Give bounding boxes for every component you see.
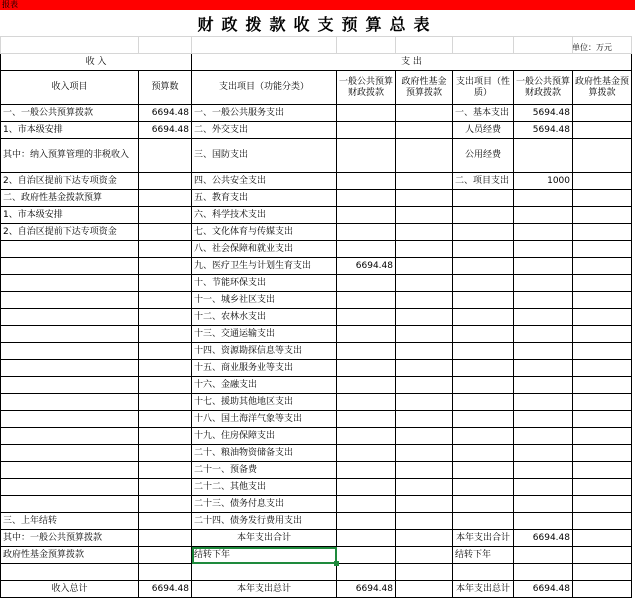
income-item-cell[interactable] <box>1 428 139 445</box>
gov-fund-cell[interactable] <box>396 224 453 241</box>
general-budget-nature-cell[interactable] <box>514 190 573 207</box>
gov-fund-cell[interactable] <box>396 394 453 411</box>
general-budget-cell[interactable] <box>337 411 396 428</box>
general-budget-nature-cell[interactable]: 6694.48 <box>514 530 573 547</box>
budget-amount-cell[interactable] <box>139 207 192 224</box>
table-row <box>1 581 632 598</box>
table-row <box>1 513 632 530</box>
gov-fund-cell[interactable] <box>396 581 453 598</box>
gov-fund-cell[interactable] <box>396 105 453 122</box>
budget-amount-cell[interactable] <box>139 139 192 173</box>
expense-function-cell[interactable]: 十五、商业服务业等支出 <box>192 360 337 377</box>
income-item-cell[interactable] <box>1 241 139 258</box>
income-item-cell[interactable]: 1、市本级安排 <box>1 122 139 139</box>
gov-fund-nature-cell[interactable] <box>573 513 632 530</box>
expense-section-header[interactable]: 支 出 <box>192 54 632 71</box>
general-budget-nature-cell[interactable] <box>514 445 573 462</box>
gov-fund-nature-cell[interactable] <box>573 377 632 394</box>
expense-nature-cell[interactable] <box>453 360 514 377</box>
table-row <box>1 224 632 241</box>
table-row <box>1 411 632 428</box>
income-item-cell[interactable] <box>1 377 139 394</box>
expense-nature-cell[interactable] <box>453 428 514 445</box>
income-item-cell[interactable]: 其中：一般公共预算拨款 <box>1 530 139 547</box>
general-budget-cell[interactable] <box>337 513 396 530</box>
general-budget-cell[interactable]: 6694.48 <box>337 581 396 598</box>
income-item-cell[interactable] <box>1 258 139 275</box>
income-item-cell[interactable] <box>1 326 139 343</box>
expense-function-cell[interactable]: 六、科学技术支出 <box>192 207 337 224</box>
general-budget-cell[interactable] <box>337 292 396 309</box>
expense-nature-cell[interactable]: 二、项目支出 <box>453 173 514 190</box>
gov-fund-cell[interactable] <box>396 292 453 309</box>
expense-nature-cell[interactable] <box>453 411 514 428</box>
expense-function-cell[interactable] <box>192 564 337 581</box>
expense-nature-cell[interactable] <box>453 292 514 309</box>
col-gov-fund-2[interactable]: 政府性基金预算拨款 <box>573 71 632 105</box>
expense-function-cell[interactable]: 结转下年 <box>192 547 337 564</box>
gov-fund-nature-cell[interactable] <box>573 326 632 343</box>
income-item-cell[interactable]: 其中：纳入预算管理的非税收入 <box>1 139 139 173</box>
budget-sheet <box>0 36 632 598</box>
income-item-cell[interactable] <box>1 360 139 377</box>
gov-fund-nature-cell[interactable] <box>573 139 632 173</box>
general-budget-cell[interactable] <box>337 275 396 292</box>
expense-function-cell[interactable]: 二十四、债务发行费用支出 <box>192 513 337 530</box>
table-row <box>1 105 632 122</box>
budget-amount-cell[interactable] <box>139 530 192 547</box>
selection-fill-handle[interactable] <box>334 561 339 566</box>
expense-nature-cell[interactable] <box>453 513 514 530</box>
expense-function-cell[interactable]: 九、医疗卫生与计划生育支出 <box>192 258 337 275</box>
general-budget-nature-cell[interactable] <box>514 275 573 292</box>
general-budget-cell[interactable] <box>337 241 396 258</box>
budget-amount-cell[interactable] <box>139 377 192 394</box>
table-row <box>1 173 632 190</box>
gov-fund-nature-cell[interactable] <box>573 445 632 462</box>
expense-nature-cell[interactable]: 人员经费 <box>453 122 514 139</box>
expense-function-cell[interactable]: 三、国防支出 <box>192 139 337 173</box>
expense-nature-cell[interactable]: 本年支出合计 <box>453 530 514 547</box>
table-row <box>1 564 632 581</box>
budget-amount-cell[interactable] <box>139 428 192 445</box>
gov-fund-cell[interactable] <box>396 564 453 581</box>
income-item-cell[interactable] <box>1 479 139 496</box>
general-budget-nature-cell[interactable] <box>514 292 573 309</box>
expense-function-cell[interactable]: 二十三、债务付息支出 <box>192 496 337 513</box>
general-budget-cell[interactable] <box>337 224 396 241</box>
expense-nature-cell[interactable] <box>453 326 514 343</box>
income-item-cell[interactable]: 一、一般公共预算拨款 <box>1 105 139 122</box>
income-item-cell[interactable]: 2、自治区提前下达专项资金 <box>1 224 139 241</box>
expense-nature-cell[interactable] <box>453 479 514 496</box>
general-budget-nature-cell[interactable] <box>514 394 573 411</box>
income-item-cell[interactable] <box>1 564 139 581</box>
general-budget-cell[interactable] <box>337 445 396 462</box>
gov-fund-nature-cell[interactable] <box>573 360 632 377</box>
general-budget-cell[interactable] <box>337 377 396 394</box>
gov-fund-nature-cell[interactable] <box>573 462 632 479</box>
gov-fund-nature-cell[interactable] <box>573 122 632 139</box>
gov-fund-cell[interactable] <box>396 547 453 564</box>
general-budget-nature-cell[interactable] <box>514 326 573 343</box>
expense-function-cell[interactable]: 十三、交通运输支出 <box>192 326 337 343</box>
table-row <box>1 292 632 309</box>
general-budget-cell[interactable] <box>337 122 396 139</box>
general-budget-cell[interactable] <box>337 479 396 496</box>
gov-fund-nature-cell[interactable] <box>573 224 632 241</box>
budget-amount-cell[interactable] <box>139 224 192 241</box>
expense-function-cell[interactable]: 二十一、预备费 <box>192 462 337 479</box>
gov-fund-nature-cell[interactable] <box>573 581 632 598</box>
general-budget-cell[interactable] <box>337 105 396 122</box>
expense-function-cell[interactable]: 五、教育支出 <box>192 190 337 207</box>
income-item-cell[interactable] <box>1 343 139 360</box>
expense-nature-cell[interactable] <box>453 564 514 581</box>
general-budget-cell[interactable] <box>337 530 396 547</box>
table-row <box>1 428 632 445</box>
budget-amount-cell[interactable] <box>139 564 192 581</box>
budget-amount-cell[interactable] <box>139 513 192 530</box>
table-row <box>1 258 632 275</box>
budget-amount-cell[interactable] <box>139 173 192 190</box>
gov-fund-nature-cell[interactable] <box>573 258 632 275</box>
income-item-cell[interactable]: 收入总计 <box>1 581 139 598</box>
gov-fund-cell[interactable] <box>396 462 453 479</box>
expense-nature-cell[interactable] <box>453 275 514 292</box>
gov-fund-cell[interactable] <box>396 326 453 343</box>
budget-amount-cell[interactable] <box>139 360 192 377</box>
general-budget-nature-cell[interactable]: 5694.48 <box>514 105 573 122</box>
gov-fund-cell[interactable] <box>396 530 453 547</box>
gov-fund-cell[interactable] <box>396 309 453 326</box>
expense-function-cell[interactable]: 十七、援助其他地区支出 <box>192 394 337 411</box>
col-general-budget-1[interactable]: 一般公共预算财政拨款 <box>337 71 396 105</box>
col-income-item[interactable]: 收入项目 <box>1 71 139 105</box>
general-budget-nature-cell[interactable] <box>514 496 573 513</box>
general-budget-cell[interactable] <box>337 462 396 479</box>
table-row <box>1 190 632 207</box>
col-gov-fund-1[interactable]: 政府性基金预算拨款 <box>396 71 453 105</box>
budget-amount-cell[interactable] <box>139 394 192 411</box>
general-budget-nature-cell[interactable]: 5694.48 <box>514 122 573 139</box>
table-row <box>1 207 632 224</box>
general-budget-nature-cell[interactable] <box>514 428 573 445</box>
table-row <box>1 479 632 496</box>
table-row <box>1 394 632 411</box>
expense-nature-cell[interactable] <box>453 241 514 258</box>
gov-fund-nature-cell[interactable] <box>573 428 632 445</box>
income-item-cell[interactable]: 二、政府性基金拨款预算 <box>1 190 139 207</box>
table-row <box>1 445 632 462</box>
budget-amount-cell[interactable] <box>139 258 192 275</box>
expense-function-cell[interactable]: 七、文化体育与传媒支出 <box>192 224 337 241</box>
budget-amount-cell[interactable] <box>139 292 192 309</box>
sheet-tab[interactable]: 报表 <box>2 0 18 9</box>
expense-nature-cell[interactable] <box>453 224 514 241</box>
gov-fund-cell[interactable] <box>396 190 453 207</box>
general-budget-cell[interactable]: 6694.48 <box>337 258 396 275</box>
table-row <box>1 547 632 564</box>
gov-fund-nature-cell[interactable] <box>573 275 632 292</box>
general-budget-cell[interactable] <box>337 496 396 513</box>
income-section-header[interactable]: 收 入 <box>1 54 192 71</box>
budget-amount-cell[interactable] <box>139 343 192 360</box>
gov-fund-nature-cell[interactable] <box>573 173 632 190</box>
income-item-cell[interactable] <box>1 292 139 309</box>
table-row <box>1 360 632 377</box>
expense-function-cell[interactable]: 十八、国土海洋气象等支出 <box>192 411 337 428</box>
income-item-cell[interactable] <box>1 411 139 428</box>
general-budget-nature-cell[interactable] <box>514 377 573 394</box>
income-item-cell[interactable]: 1、市本级安排 <box>1 207 139 224</box>
expense-nature-cell[interactable] <box>453 190 514 207</box>
table-row <box>1 530 632 547</box>
budget-amount-cell[interactable] <box>139 241 192 258</box>
expense-nature-cell[interactable]: 一、基本支出 <box>453 105 514 122</box>
spacer-row <box>1 37 632 54</box>
col-expense-nature[interactable]: 支出项目（性质） <box>453 71 514 105</box>
gov-fund-nature-cell[interactable] <box>573 564 632 581</box>
general-budget-nature-cell[interactable] <box>514 411 573 428</box>
budget-amount-cell[interactable] <box>139 411 192 428</box>
budget-amount-cell[interactable] <box>139 547 192 564</box>
general-budget-nature-cell[interactable]: 1000 <box>514 173 573 190</box>
expense-function-cell[interactable]: 四、公共安全支出 <box>192 173 337 190</box>
gov-fund-cell[interactable] <box>396 411 453 428</box>
general-budget-nature-cell[interactable] <box>514 360 573 377</box>
gov-fund-cell[interactable] <box>396 479 453 496</box>
report-title: 财政拨款收支预算总表 <box>197 15 438 34</box>
gov-fund-nature-cell[interactable] <box>573 343 632 360</box>
income-item-cell[interactable] <box>1 462 139 479</box>
general-budget-cell[interactable] <box>337 190 396 207</box>
gov-fund-cell[interactable] <box>396 173 453 190</box>
gov-fund-nature-cell[interactable] <box>573 105 632 122</box>
general-budget-nature-cell[interactable] <box>514 479 573 496</box>
expense-nature-cell[interactable] <box>453 343 514 360</box>
gov-fund-cell[interactable] <box>396 275 453 292</box>
expense-function-cell[interactable]: 本年支出总计 <box>192 581 337 598</box>
gov-fund-cell[interactable] <box>396 241 453 258</box>
gov-fund-cell[interactable] <box>396 496 453 513</box>
income-item-cell[interactable]: 三、上年结转 <box>1 513 139 530</box>
expense-function-cell[interactable]: 二、外交支出 <box>192 122 337 139</box>
general-budget-nature-cell[interactable] <box>514 343 573 360</box>
budget-amount-cell[interactable] <box>139 479 192 496</box>
expense-function-cell[interactable]: 二十二、其他支出 <box>192 479 337 496</box>
gov-fund-cell[interactable] <box>396 343 453 360</box>
sheet-tab-bar[interactable] <box>0 0 635 10</box>
general-budget-nature-cell[interactable] <box>514 258 573 275</box>
table-row <box>1 326 632 343</box>
gov-fund-cell[interactable] <box>396 428 453 445</box>
gov-fund-nature-cell[interactable] <box>573 530 632 547</box>
general-budget-nature-cell[interactable] <box>514 241 573 258</box>
budget-amount-cell[interactable] <box>139 309 192 326</box>
expense-nature-cell[interactable]: 本年支出总计 <box>453 581 514 598</box>
general-budget-cell[interactable] <box>337 207 396 224</box>
general-budget-cell[interactable] <box>337 309 396 326</box>
budget-amount-cell[interactable]: 6694.48 <box>139 581 192 598</box>
income-item-cell[interactable]: 2、自治区提前下达专项资金 <box>1 173 139 190</box>
gov-fund-nature-cell[interactable] <box>573 241 632 258</box>
table-row <box>1 309 632 326</box>
gov-fund-cell[interactable] <box>396 513 453 530</box>
gov-fund-cell[interactable] <box>396 445 453 462</box>
budget-amount-cell[interactable]: 6694.48 <box>139 122 192 139</box>
budget-amount-cell[interactable] <box>139 445 192 462</box>
gov-fund-nature-cell[interactable] <box>573 411 632 428</box>
gov-fund-nature-cell[interactable] <box>573 496 632 513</box>
expense-nature-cell[interactable]: 结转下年 <box>453 547 514 564</box>
expense-function-cell[interactable]: 八、社会保障和就业支出 <box>192 241 337 258</box>
expense-nature-cell[interactable] <box>453 207 514 224</box>
gov-fund-nature-cell[interactable] <box>573 479 632 496</box>
expense-nature-cell[interactable] <box>453 445 514 462</box>
income-item-cell[interactable] <box>1 496 139 513</box>
income-item-cell[interactable] <box>1 394 139 411</box>
expense-nature-cell[interactable] <box>453 377 514 394</box>
expense-nature-cell[interactable] <box>453 258 514 275</box>
budget-amount-cell[interactable] <box>139 496 192 513</box>
expense-function-cell[interactable]: 十二、农林水支出 <box>192 309 337 326</box>
table-row <box>1 462 632 479</box>
income-item-cell[interactable]: 政府性基金预算拨款 <box>1 547 139 564</box>
expense-function-cell[interactable]: 十四、资源勘探信息等支出 <box>192 343 337 360</box>
expense-function-cell[interactable]: 本年支出合计 <box>192 530 337 547</box>
gov-fund-cell[interactable] <box>396 377 453 394</box>
income-item-cell[interactable] <box>1 309 139 326</box>
budget-amount-cell[interactable] <box>139 275 192 292</box>
col-general-budget-2[interactable]: 一般公共预算财政拨款 <box>514 71 573 105</box>
column-header-row <box>1 71 632 105</box>
general-budget-cell[interactable] <box>337 428 396 445</box>
budget-amount-cell[interactable] <box>139 326 192 343</box>
table-row <box>1 377 632 394</box>
expense-function-cell[interactable]: 十一、城乡社区支出 <box>192 292 337 309</box>
gov-fund-nature-cell[interactable] <box>573 309 632 326</box>
general-budget-nature-cell[interactable] <box>514 513 573 530</box>
expense-function-cell[interactable]: 十九、住房保障支出 <box>192 428 337 445</box>
general-budget-nature-cell[interactable] <box>514 139 573 173</box>
unit-label: 单位：万元 <box>572 43 612 52</box>
income-item-cell[interactable] <box>1 445 139 462</box>
general-budget-nature-cell[interactable] <box>514 207 573 224</box>
gov-fund-nature-cell[interactable] <box>573 394 632 411</box>
table-row <box>1 275 632 292</box>
expense-nature-cell[interactable] <box>453 462 514 479</box>
general-budget-nature-cell[interactable] <box>514 564 573 581</box>
general-budget-nature-cell[interactable] <box>514 224 573 241</box>
expense-function-cell[interactable]: 十六、金融支出 <box>192 377 337 394</box>
gov-fund-cell[interactable] <box>396 139 453 173</box>
gov-fund-nature-cell[interactable] <box>573 207 632 224</box>
general-budget-cell[interactable] <box>337 394 396 411</box>
budget-amount-cell[interactable] <box>139 190 192 207</box>
gov-fund-cell[interactable] <box>396 360 453 377</box>
general-budget-cell[interactable] <box>337 564 396 581</box>
table-row <box>1 139 632 173</box>
col-budget-amount[interactable]: 预算数 <box>139 71 192 105</box>
income-item-cell[interactable] <box>1 275 139 292</box>
general-budget-cell[interactable] <box>337 360 396 377</box>
expense-nature-cell[interactable] <box>453 309 514 326</box>
general-budget-cell[interactable] <box>337 343 396 360</box>
section-header-row <box>1 54 632 71</box>
budget-amount-cell[interactable]: 6694.48 <box>139 105 192 122</box>
general-budget-cell[interactable] <box>337 139 396 173</box>
expense-nature-cell[interactable]: 公用经费 <box>453 139 514 173</box>
gov-fund-nature-cell[interactable] <box>573 547 632 564</box>
gov-fund-cell[interactable] <box>396 122 453 139</box>
col-expense-function[interactable]: 支出项目（功能分类） <box>192 71 337 105</box>
general-budget-nature-cell[interactable] <box>514 309 573 326</box>
expense-nature-cell[interactable] <box>453 496 514 513</box>
table-row <box>1 122 632 139</box>
table-row <box>1 241 632 258</box>
general-budget-nature-cell[interactable] <box>514 547 573 564</box>
gov-fund-cell[interactable] <box>396 258 453 275</box>
general-budget-nature-cell[interactable] <box>514 462 573 479</box>
budget-amount-cell[interactable] <box>139 462 192 479</box>
gov-fund-nature-cell[interactable] <box>573 292 632 309</box>
general-budget-cell[interactable] <box>337 547 396 564</box>
gov-fund-cell[interactable] <box>396 207 453 224</box>
expense-nature-cell[interactable] <box>453 394 514 411</box>
table-row <box>1 343 632 360</box>
expense-function-cell[interactable]: 十、节能环保支出 <box>192 275 337 292</box>
expense-function-cell[interactable]: 二十、粮油物资储备支出 <box>192 445 337 462</box>
expense-function-cell[interactable]: 一、一般公共服务支出 <box>192 105 337 122</box>
general-budget-cell[interactable] <box>337 173 396 190</box>
general-budget-cell[interactable] <box>337 326 396 343</box>
gov-fund-nature-cell[interactable] <box>573 190 632 207</box>
general-budget-nature-cell[interactable]: 6694.48 <box>514 581 573 598</box>
table-row <box>1 496 632 513</box>
